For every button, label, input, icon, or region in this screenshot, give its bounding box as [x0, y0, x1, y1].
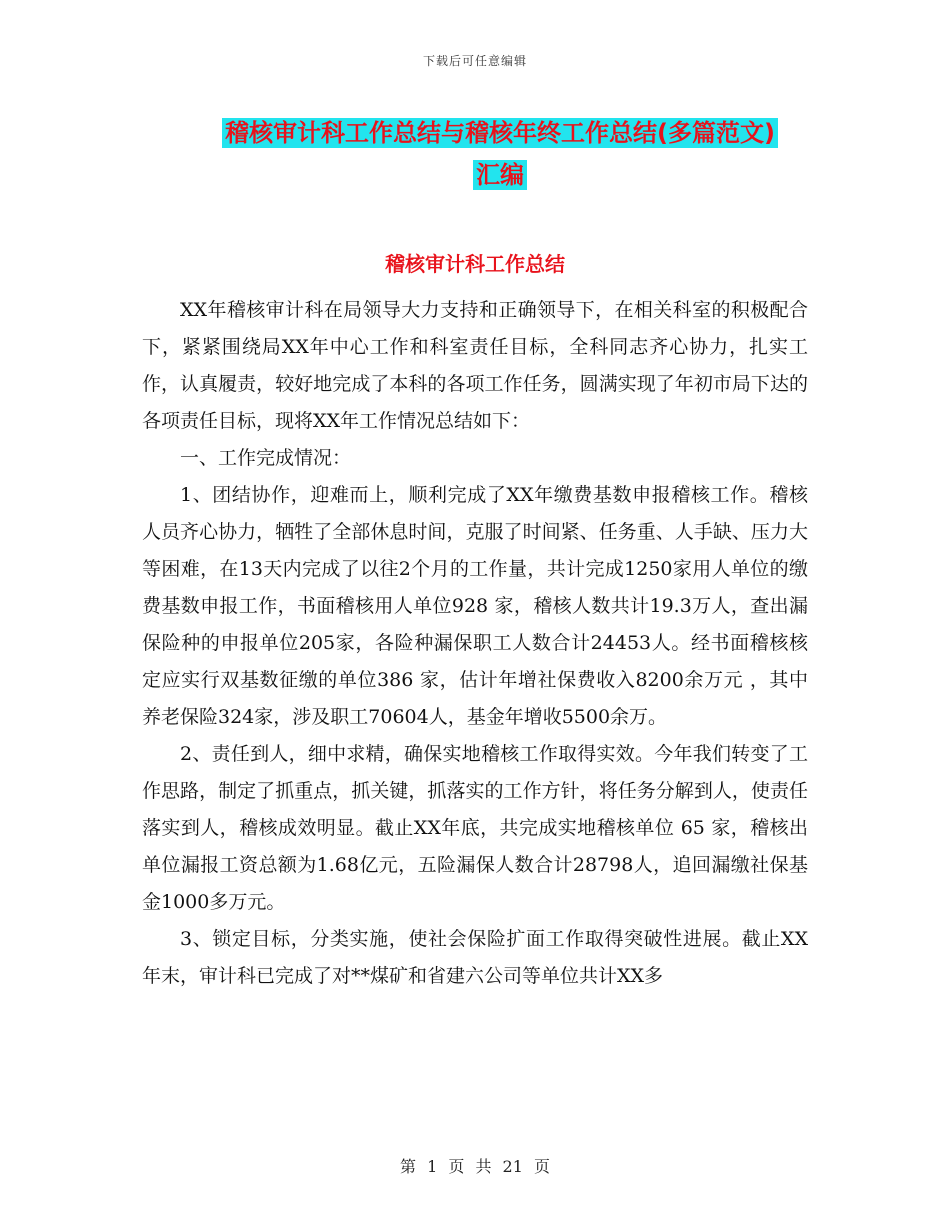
section-title: 稽核审计科工作总结 — [385, 252, 565, 276]
document-title-line2: 汇编 — [473, 160, 527, 190]
document-title-line1: 稽核审计科工作总结与稽核年终工作总结(多篇范文) — [222, 118, 778, 148]
page-footer: 第 1 页 共 21 页 — [400, 1157, 550, 1176]
paragraph-item-1: 1、团结协作，迎难而上，顺利完成了XX年缴费基数申报稽核工作。稽核人员齐心协力，牺牲了全部休息时间，克服了时间紧、任务重、人手缺、压力大等困难，在13天内完成了以往2个月的工作量，共计完成1250家用人单位的缴费基数申报工作，书面稽核用人单位928 家，稽核人数共计19.3万人，查出漏保险种的申报单位205家，各险种漏保职工人数合计24453人。经书面稽核核定应实行双基数征缴的单位386 家，估计年增社保费收入8200余万元 ，其中养老保险324家，涉及职工70604人，基金年增收5500余万。 — [142, 484, 808, 728]
header-note: 下载后可任意编辑 — [422, 54, 527, 68]
document-body — [142, 292, 808, 995]
paragraph-intro: XX年稽核审计科在局领导大力支持和正确领导下，在相关科室的积极配合下，紧紧围绕局XX年中心工作和科室责任目标，全科同志齐心协力，扎实工作，认真履责，较好地完成了本科的各项工作任务，圆满实现了年初市局下达的各项责任目标，现将XX年工作情况总结如下： — [142, 299, 808, 432]
paragraph-item-2: 2、责任到人，细中求精，确保实地稽核工作取得实效。今年我们转变了工作思路，制定了抓重点，抓关键，抓落实的工作方针，将任务分解到人，使责任落实到人，稽核成效明显。截止XX年底，共完成实地稽核单位 65 家，稽核出单位漏报工资总额为1.68亿元，五险漏保人数合计28798人，追回漏缴社保基金1000多万元。 — [142, 743, 808, 913]
paragraph-heading-1: 一、工作完成情况： — [180, 447, 352, 469]
paragraph-item-3: 3、锁定目标，分类实施，使社会保险扩面工作取得突破性进展。截止XX年末，审计科已完成了对**煤矿和省建六公司等单位共计XX多 — [142, 928, 808, 987]
document-title — [190, 112, 810, 196]
